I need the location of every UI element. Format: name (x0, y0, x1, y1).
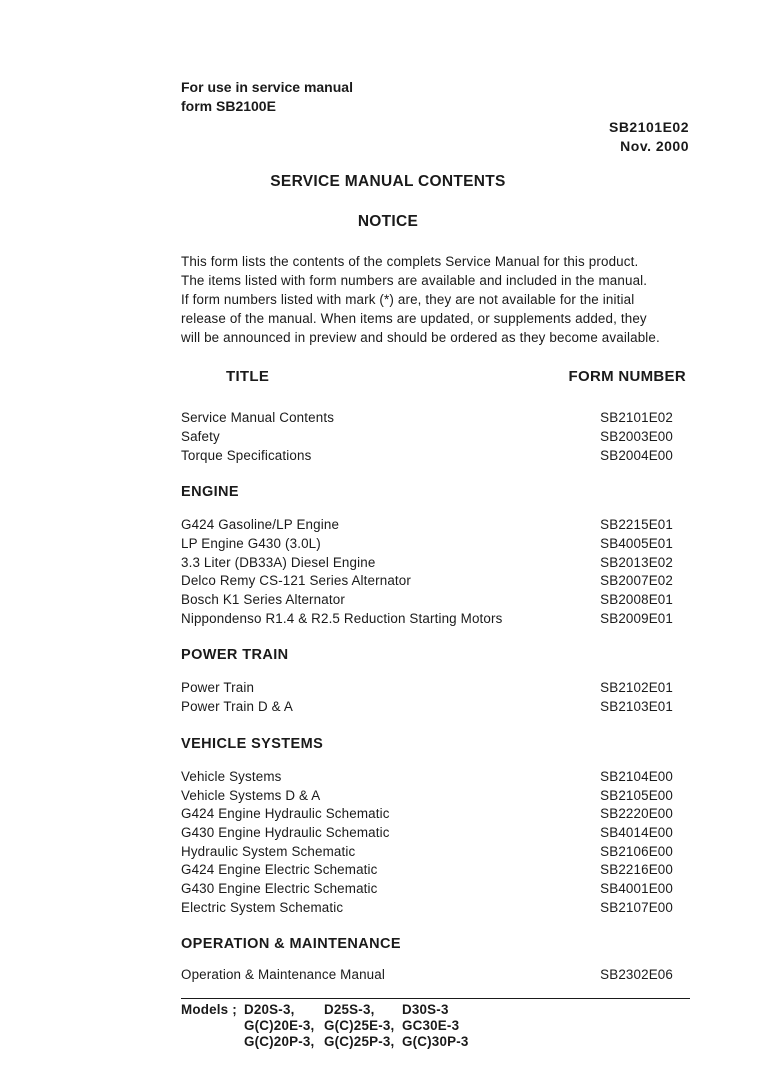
header-note-line-1: For use in service manual (181, 79, 353, 95)
item-title: LP Engine G430 (3.0L) (181, 536, 321, 551)
section-heading-power-train: POWER TRAIN (181, 647, 289, 663)
item-title: G424 Engine Hydraulic Schematic (181, 806, 390, 821)
item-form-number: SB2102E01 (600, 680, 673, 695)
notice-text (181, 252, 660, 347)
item-title: Operation & Maintenance Manual (181, 967, 385, 982)
item-title: Hydraulic System Schematic (181, 844, 356, 859)
item-form-number: SB4001E00 (600, 881, 673, 896)
item-form-number: SB2103E01 (600, 699, 673, 714)
item-form-number: SB2004E00 (600, 448, 673, 463)
model-name: D20S-3, (244, 1002, 295, 1017)
item-title: 3.3 Liter (DB33A) Diesel Engine (181, 555, 376, 570)
item-title: Nippondenso R1.4 & R2.5 Reduction Starting Motors (181, 611, 503, 626)
item-form-number: SB4005E01 (600, 536, 673, 551)
notice-heading: NOTICE (357, 213, 419, 230)
list-item (181, 611, 673, 630)
list-item (181, 429, 673, 448)
item-form-number: SB2216E00 (600, 862, 673, 877)
list-item (181, 536, 673, 555)
model-name: D30S-3 (402, 1002, 449, 1017)
list-item (181, 967, 673, 986)
item-form-number: SB2007E02 (600, 573, 673, 588)
model-name: G(C)25P-3, (324, 1034, 395, 1049)
item-form-number: SB2013E02 (600, 555, 673, 570)
list-item (181, 592, 673, 611)
list-item (181, 517, 673, 536)
list-item (181, 573, 673, 592)
item-form-number: SB2106E00 (600, 844, 673, 859)
item-form-number: SB2105E00 (600, 788, 673, 803)
item-title: Power Train (181, 680, 255, 695)
notice-line: The items listed with form numbers are available and included in the manual. (181, 273, 648, 288)
model-name: G(C)20E-3, (244, 1018, 315, 1033)
footer-divider (181, 998, 690, 999)
model-name: G(C)25E-3, (324, 1018, 395, 1033)
item-title: Safety (181, 429, 220, 444)
section-heading-engine: ENGINE (181, 484, 239, 500)
notice-line: If form numbers listed with mark (*) are, they are not available for the initial (181, 292, 635, 307)
model-name: G(C)30P-3 (402, 1034, 469, 1049)
model-name: D25S-3, (324, 1002, 375, 1017)
list-item (181, 900, 673, 919)
item-title: Torque Specifications (181, 448, 312, 463)
item-title: Power Train D & A (181, 699, 293, 714)
column-title-heading: TITLE (226, 368, 270, 385)
form-date: Nov. 2000 (620, 138, 689, 154)
item-form-number: SB2104E00 (600, 769, 673, 784)
item-title: G424 Gasoline/LP Engine (181, 517, 340, 532)
notice-line: This form lists the contents of the complets Service Manual for this product. (181, 254, 639, 269)
item-form-number: SB2107E00 (600, 900, 673, 915)
list-item (181, 699, 673, 718)
page-title: SERVICE MANUAL CONTENTS (270, 173, 506, 190)
list-item (181, 555, 673, 574)
item-form-number: SB2220E00 (600, 806, 673, 821)
list-item (181, 862, 673, 881)
item-form-number: SB2215E01 (600, 517, 673, 532)
section-heading-vehicle-systems: VEHICLE SYSTEMS (181, 736, 324, 752)
item-title: Vehicle Systems (181, 769, 282, 784)
item-form-number: SB2101E02 (600, 410, 673, 425)
item-title: G424 Engine Electric Schematic (181, 862, 378, 877)
item-form-number: SB4014E00 (600, 825, 673, 840)
item-title: Service Manual Contents (181, 410, 335, 425)
item-form-number: SB2009E01 (600, 611, 673, 626)
model-name: G(C)20P-3, (244, 1034, 315, 1049)
form-info (609, 118, 689, 156)
models-label: Models ; (181, 1002, 237, 1017)
item-title: Delco Remy CS-121 Series Alternator (181, 573, 412, 588)
item-title: Bosch K1 Series Alternator (181, 592, 345, 607)
list-item (181, 881, 673, 900)
notice-line: will be announced in preview and should be ordered as they become available. (181, 330, 660, 345)
header-note-line-2: form SB2100E (181, 98, 276, 114)
list-item (181, 806, 673, 825)
list-item (181, 788, 673, 807)
list-item (181, 410, 673, 429)
header-note (181, 78, 353, 116)
item-title: G430 Engine Electric Schematic (181, 881, 378, 896)
column-form-number-heading: FORM NUMBER (568, 368, 686, 385)
item-form-number: SB2008E01 (600, 592, 673, 607)
item-form-number: SB2003E00 (600, 429, 673, 444)
item-title: Electric System Schematic (181, 900, 344, 915)
item-title: Vehicle Systems D & A (181, 788, 321, 803)
list-item (181, 844, 673, 863)
notice-line: release of the manual. When items are updated, or supplements added, they (181, 311, 647, 326)
model-name: GC30E-3 (402, 1018, 460, 1033)
form-number: SB2101E02 (608, 119, 689, 135)
section-heading-operation-maintenance: OPERATION & MAINTENANCE (181, 936, 401, 952)
list-item (181, 448, 673, 467)
list-item (181, 769, 673, 788)
item-form-number: SB2302E06 (600, 967, 673, 982)
list-item (181, 680, 673, 699)
item-title: G430 Engine Hydraulic Schematic (181, 825, 390, 840)
list-item (181, 825, 673, 844)
